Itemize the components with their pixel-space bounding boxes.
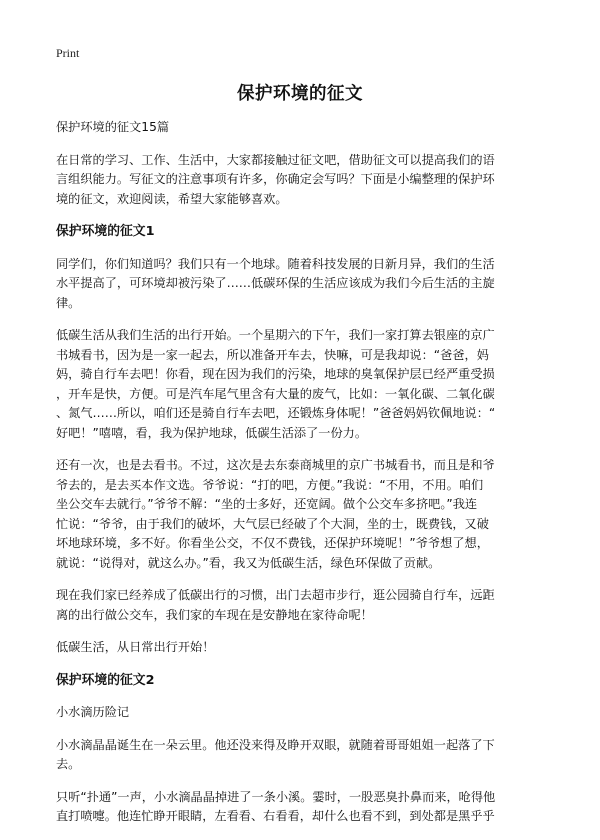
- document-body: [56, 118, 550, 840]
- essay-2-heading: 保护环境的征文2: [56, 672, 155, 688]
- text-line: 、氮气……所以，咱们还是骑自行车去吧，还锻炼身体呢！”爸爸妈妈钦佩地说：“: [56, 406, 496, 420]
- text-line: 去。: [56, 757, 81, 771]
- text-line: 只听“扑通”一声，小水滴晶晶掉进了一条小溪。霎时，一股恶臭扑鼻而来，呛得他: [56, 789, 496, 804]
- essay-2-paragraph: [56, 736, 550, 775]
- text-line: 直打喷嚏。他连忙睁开眼睛，左看看、右看看，却什么也看不到，到处都是黑乎乎: [56, 809, 495, 823]
- essay-2-paragraph: [56, 703, 550, 723]
- text-line: 坏地球环境，多不好。你看坐公交，不仅不费钱，还保护环境呢！”爷爷想了想，: [56, 536, 489, 550]
- essay-2-paragraph: [56, 788, 550, 827]
- text-line: 离的出行做公交车，我们家的车现在是安静地在家待命呢！: [56, 607, 373, 622]
- text-line: 同学们，你们知道吗？我们只有一个地球。随着科技发展的日新月异，我们的生活: [56, 256, 495, 271]
- text-line: 爷去的，是去买本作文选。爷爷说：“打的吧，方便。”我说：“不用，不用。咱们: [56, 477, 484, 492]
- essay-1-paragraph: [56, 456, 550, 573]
- text-line: 在日常的学习、工作、生活中，大家都接触过征文吧，借助征文可以提高我们的语: [56, 152, 495, 167]
- text-line: 就说：“说得对，就这么办。”看，我又为低碳生活，绿色环保做了贡献。: [56, 555, 441, 570]
- text-line: 书城看书，因为是一家一起去，所以准备开车去，快嘛，可是我却说：“爸爸，妈: [56, 347, 489, 362]
- text-line: 现在我们家已经养成了低碳出行的习惯，出门去超市步行，逛公园骑自行车，远距: [56, 588, 495, 602]
- essay-1-paragraph: [56, 586, 550, 625]
- print-link[interactable]: Print: [56, 46, 80, 60]
- page-title: 保护环境的征文: [237, 84, 363, 104]
- intro-paragraph: [56, 151, 550, 210]
- text-line: 小水滴历险记: [56, 705, 130, 719]
- text-line: 水平提高了，可环境却被污染了……低碳环保的生活应该成为我们今后生活的主旋: [56, 276, 495, 290]
- essay-1-paragraph: [56, 255, 550, 314]
- text-line: 小水滴晶晶诞生在一朵云里。他还没来得及睁开双眼，就随着哥哥姐姐一起落了下: [56, 737, 495, 752]
- essay-1-heading: 保护环境的征文1: [56, 224, 155, 239]
- text-line: 还有一次，也是去看书。不过，这次是去东泰商城里的京广书城看书，而且是和爷: [56, 458, 495, 472]
- text-line: 忙说：“爷爷，由于我们的破坏，大气层已经破了个大洞，坐的士，既费钱，又破: [56, 516, 489, 531]
- essay-1-paragraph: [56, 638, 550, 658]
- text-line: 好吧！”嘻嘻，看，我为保护地球，低碳生活添了一份力。: [56, 425, 368, 440]
- text-line: 言组织能力。写征文的注意事项有许多，你确定会写吗？下面是小编整理的保护环: [56, 172, 495, 186]
- text-line: 坐公交车去就行。”爷爷不解：“坐的士多好，还宽阔。做个公交车多挤吧。”我连: [56, 497, 478, 511]
- document-subtitle: 保护环境的征文15篇: [56, 120, 170, 134]
- text-line: 境的征文，欢迎阅读，希望大家能够喜欢。: [56, 191, 288, 206]
- text-line: 妈，骑自行车去吧！你看，现在因为我们的污染，地球的臭氧保护层已经严重受损: [56, 367, 495, 381]
- text-line: ，开车是快，方便。可是汽车尾气里含有大量的废气，比如：一氧化碳、二氧化碳: [56, 386, 495, 401]
- text-line: 律。: [56, 295, 81, 310]
- text-line: 低碳生活，从日常出行开始！: [56, 640, 215, 654]
- essay-1-paragraph: [56, 326, 550, 443]
- text-line: 低碳生活从我们生活的出行开始。一个星期六的下午，我们一家打算去银座的京广: [56, 328, 495, 342]
